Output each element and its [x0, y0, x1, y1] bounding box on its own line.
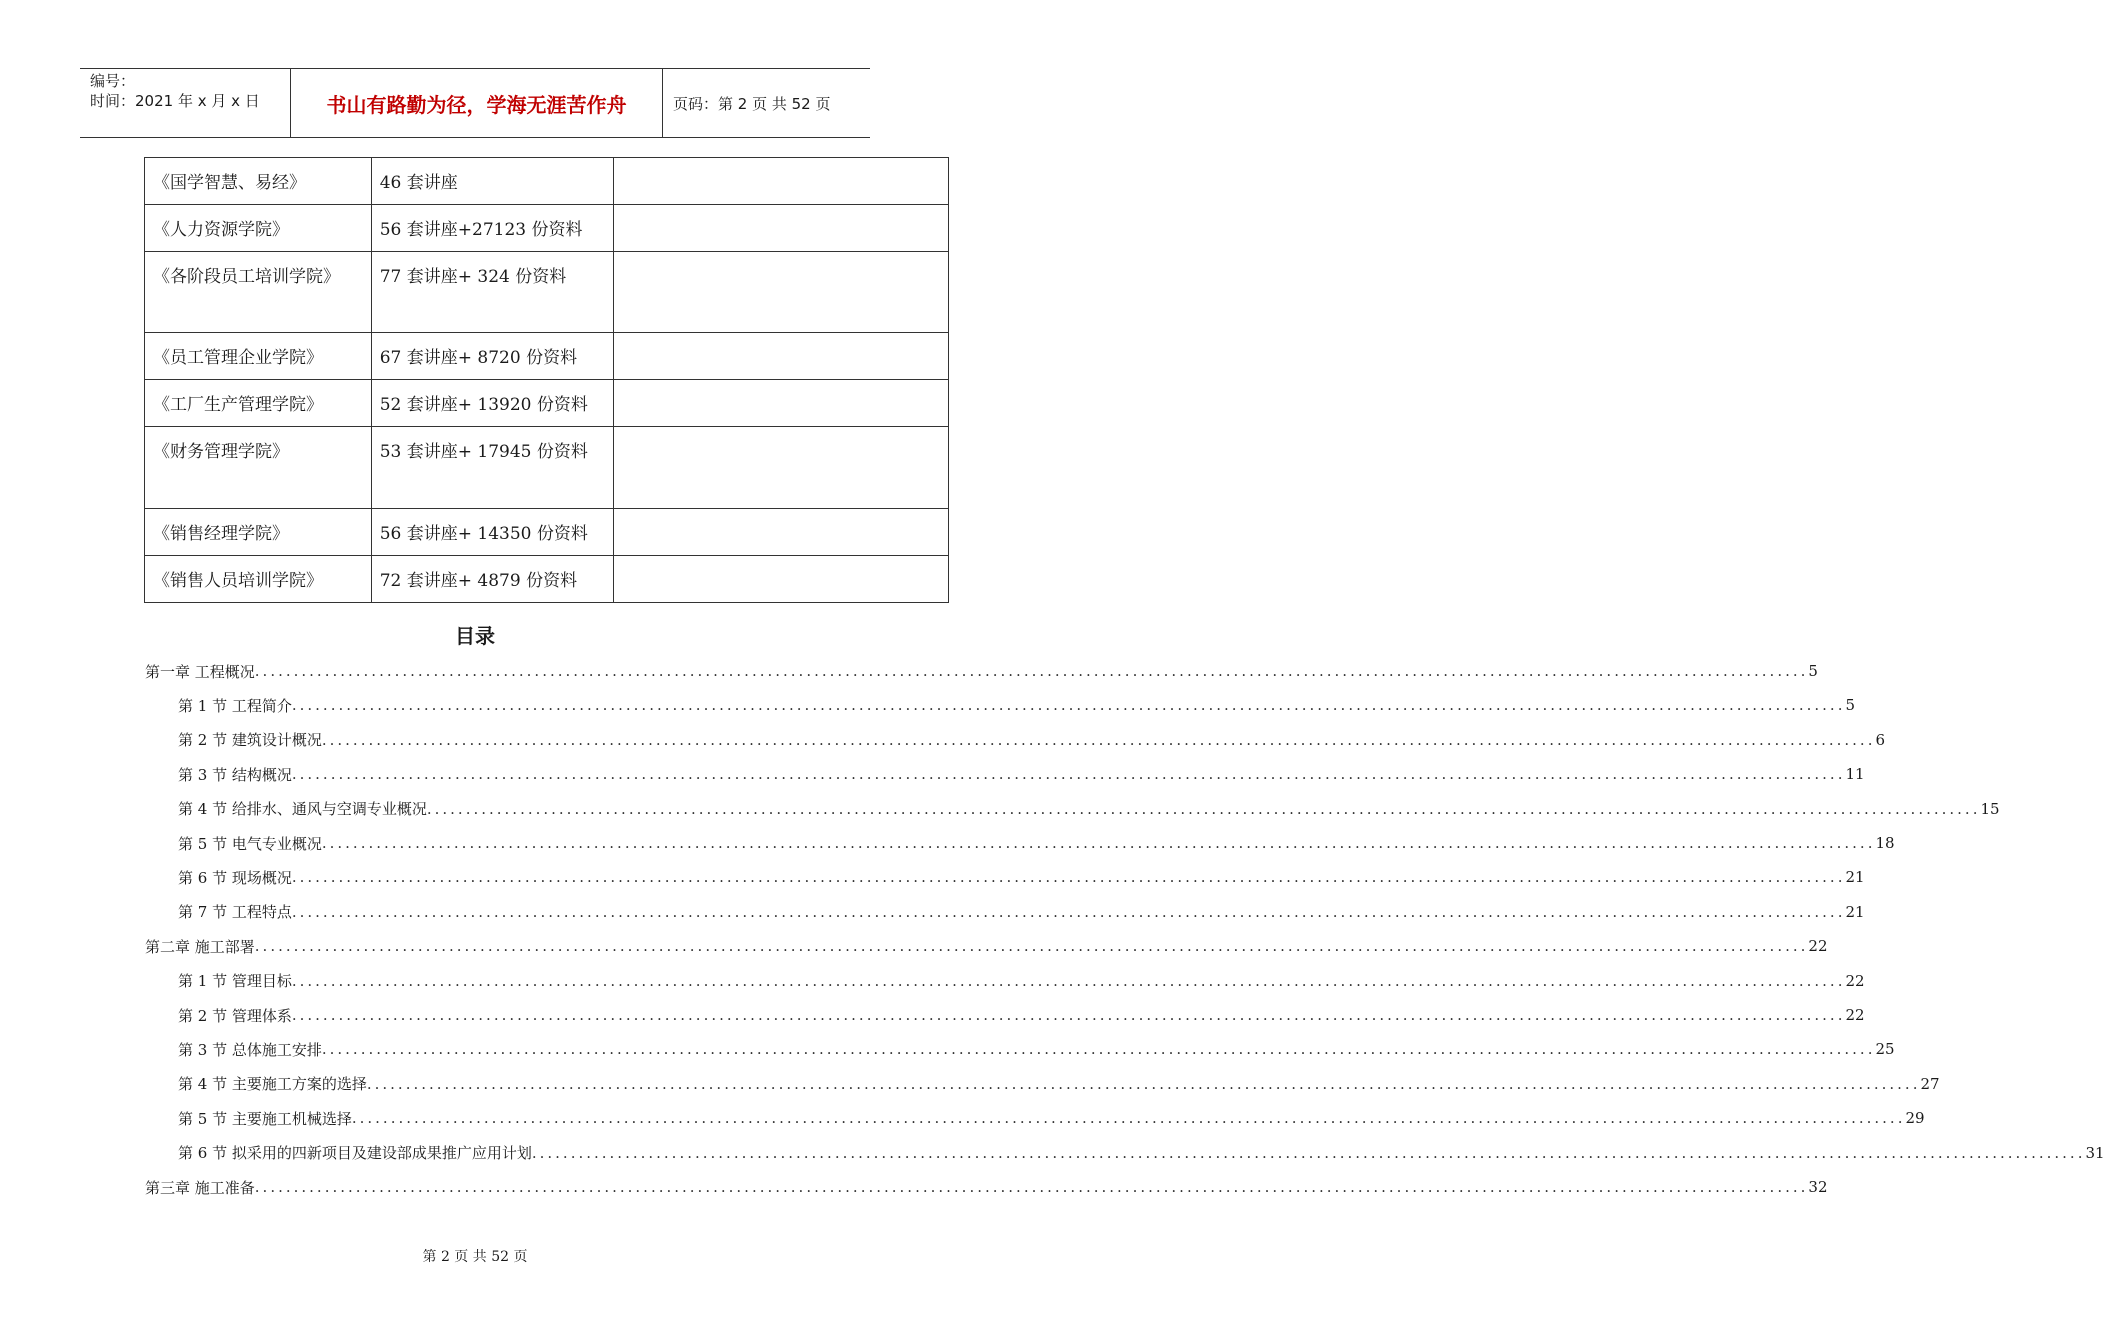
toc-entry-label: 第 7 节 工程特点	[178, 903, 292, 922]
table-row	[145, 427, 949, 509]
toc-entry-page: 11	[1845, 765, 1865, 784]
toc-entry-label: 第 3 节 结构概况	[178, 765, 292, 784]
table-row	[145, 158, 949, 205]
toc-entry[interactable]	[178, 826, 1895, 860]
toc-entry-page: 31	[2085, 1143, 2105, 1162]
toc-leader-dots: ........................................................................................................................................................................................................	[254, 937, 1809, 956]
toc-entry-label: 第 4 节 给排水、通风与空调专业概况	[178, 800, 427, 819]
toc-entry[interactable]	[178, 1067, 1940, 1101]
toc-leader-dots: ........................................................................................................................................................................................................	[426, 799, 1981, 818]
toc-entry-label: 第 4 节 主要施工方案的选择	[178, 1075, 367, 1094]
course-name-cell: 《销售人员培训学院》	[145, 556, 372, 603]
toc-leader-dots: ........................................................................................................................................................................................................	[531, 1143, 2086, 1162]
toc-entry-page: 22	[1845, 1006, 1865, 1024]
course-content-cell: 56 套讲座+ 14350 份资料	[371, 509, 614, 556]
course-note-cell	[614, 205, 949, 252]
toc-entry-label: 第 5 节 主要施工机械选择	[178, 1109, 352, 1128]
toc-entry[interactable]	[178, 723, 1886, 757]
toc-entry[interactable]	[178, 688, 1856, 722]
toc-entry-page: 21	[1845, 902, 1865, 921]
toc-entry-label: 第 2 节 管理体系	[178, 1006, 292, 1025]
toc-entry[interactable]	[178, 895, 1865, 929]
course-content-cell: 52 套讲座+ 13920 份资料	[371, 380, 614, 427]
toc-leader-dots: ........................................................................................................................................................................................................	[291, 868, 1846, 887]
page-footer: 第 2 页 共 52 页	[422, 1249, 528, 1265]
toc-leader-dots: ........................................................................................................................................................................................................	[291, 902, 1846, 921]
course-note-cell	[614, 158, 949, 205]
toc-leader-dots: ........................................................................................................................................................................................................	[291, 765, 1846, 784]
header-meta	[80, 69, 291, 137]
toc-entry[interactable]	[145, 929, 1828, 963]
toc-entry-page: 21	[1845, 868, 1865, 887]
toc-entry[interactable]	[178, 1136, 2105, 1170]
toc-entry-page: 18	[1875, 834, 1895, 852]
toc-entry-page: 29	[1905, 1109, 1925, 1128]
toc-entry[interactable]	[178, 1032, 1895, 1066]
toc-entry-label: 第 3 节 总体施工安排	[178, 1040, 322, 1059]
document-time: 时间：2021 年 x 月 x 日	[90, 92, 260, 110]
toc-entry[interactable]	[145, 654, 1818, 688]
course-content-cell: 77 套讲座+ 324 份资料	[371, 252, 614, 333]
toc-leader-dots: ........................................................................................................................................................................................................	[291, 1006, 1846, 1024]
toc-title: 目录	[455, 624, 495, 648]
toc-leader-dots: ........................................................................................................................................................................................................	[291, 696, 1846, 715]
toc-entry-page: 32	[1808, 1178, 1828, 1196]
table-row	[145, 333, 949, 380]
course-content-cell: 56 套讲座+27123 份资料	[371, 205, 614, 252]
course-name-cell: 《员工管理企业学院》	[145, 333, 372, 380]
toc-leader-dots: ........................................................................................................................................................................................................	[254, 1178, 1809, 1196]
course-note-cell	[614, 333, 949, 380]
course-content-cell: 53 套讲座+ 17945 份资料	[371, 427, 614, 509]
toc-entry-label: 第 6 节 拟采用的四新项目及建设部成果推广应用计划	[178, 1144, 532, 1163]
toc-entry[interactable]	[178, 860, 1865, 894]
course-name-cell: 《各阶段员工培训学院》	[145, 252, 372, 333]
course-note-cell	[614, 427, 949, 509]
toc-leader-dots: ........................................................................................................................................................................................................	[351, 1109, 1906, 1128]
toc-leader-dots: ........................................................................................................................................................................................................	[254, 662, 1809, 680]
course-content-cell: 72 套讲座+ 4879 份资料	[371, 556, 614, 603]
toc-entry-page: 27	[1920, 1074, 1940, 1093]
toc-entry-label: 第二章 施工部署	[145, 937, 255, 956]
table-row	[145, 509, 949, 556]
toc-entry-label: 第 1 节 工程简介	[178, 696, 292, 715]
toc-entry[interactable]	[178, 1101, 1925, 1135]
course-content-cell: 67 套讲座+ 8720 份资料	[371, 333, 614, 380]
toc-entry-label: 第一章 工程概况	[145, 662, 255, 681]
toc-entry-page: 22	[1808, 937, 1828, 956]
course-note-cell	[614, 252, 949, 333]
course-content-cell: 46 套讲座	[371, 158, 614, 205]
toc-entry[interactable]	[178, 998, 1865, 1032]
course-note-cell	[614, 380, 949, 427]
toc-entry[interactable]	[178, 792, 2000, 826]
table-row	[145, 380, 949, 427]
table-row	[145, 252, 949, 333]
course-name-cell: 《人力资源学院》	[145, 205, 372, 252]
toc-entry-page: 6	[1875, 730, 1886, 749]
toc-leader-dots: ........................................................................................................................................................................................................	[366, 1074, 1921, 1093]
course-name-cell: 《财务管理学院》	[145, 427, 372, 509]
course-name-cell: 《工厂生产管理学院》	[145, 380, 372, 427]
document-number-label: 编号：	[90, 72, 136, 90]
toc-entry-page: 5	[1808, 662, 1818, 680]
toc-leader-dots: ........................................................................................................................................................................................................	[321, 1040, 1876, 1059]
toc-entry[interactable]	[145, 1170, 1828, 1204]
course-name-cell: 《销售经理学院》	[145, 509, 372, 556]
toc-entry-label: 第 5 节 电气专业概况	[178, 834, 322, 853]
toc-leader-dots: ........................................................................................................................................................................................................	[291, 971, 1846, 990]
table-row	[145, 205, 949, 252]
course-table	[144, 157, 949, 603]
toc-leader-dots: ........................................................................................................................................................................................................	[321, 834, 1876, 852]
toc-entry-page: 15	[1980, 799, 2000, 818]
toc-entry-label: 第 6 节 现场概况	[178, 868, 292, 887]
toc-entry-page: 22	[1845, 971, 1865, 990]
toc-entry-label: 第三章 施工准备	[145, 1178, 255, 1197]
toc-entry[interactable]	[178, 757, 1865, 791]
course-note-cell	[614, 509, 949, 556]
table-row	[145, 556, 949, 603]
page-header	[80, 68, 870, 138]
toc-entry-page: 25	[1875, 1040, 1895, 1059]
toc-entry-page: 5	[1845, 696, 1856, 715]
header-page-info: 页码：第 2 页 共 52 页	[673, 94, 831, 113]
toc-entry[interactable]	[178, 964, 1865, 998]
toc-entry-label: 第 2 节 建筑设计概况	[178, 731, 322, 750]
course-name-cell: 《国学智慧、易经》	[145, 158, 372, 205]
toc-leader-dots: ........................................................................................................................................................................................................	[321, 730, 1876, 749]
toc-entry-label: 第 1 节 管理目标	[178, 972, 292, 991]
course-note-cell	[614, 556, 949, 603]
header-motto: 书山有路勤为径，学海无涯苦作舟	[291, 69, 663, 137]
